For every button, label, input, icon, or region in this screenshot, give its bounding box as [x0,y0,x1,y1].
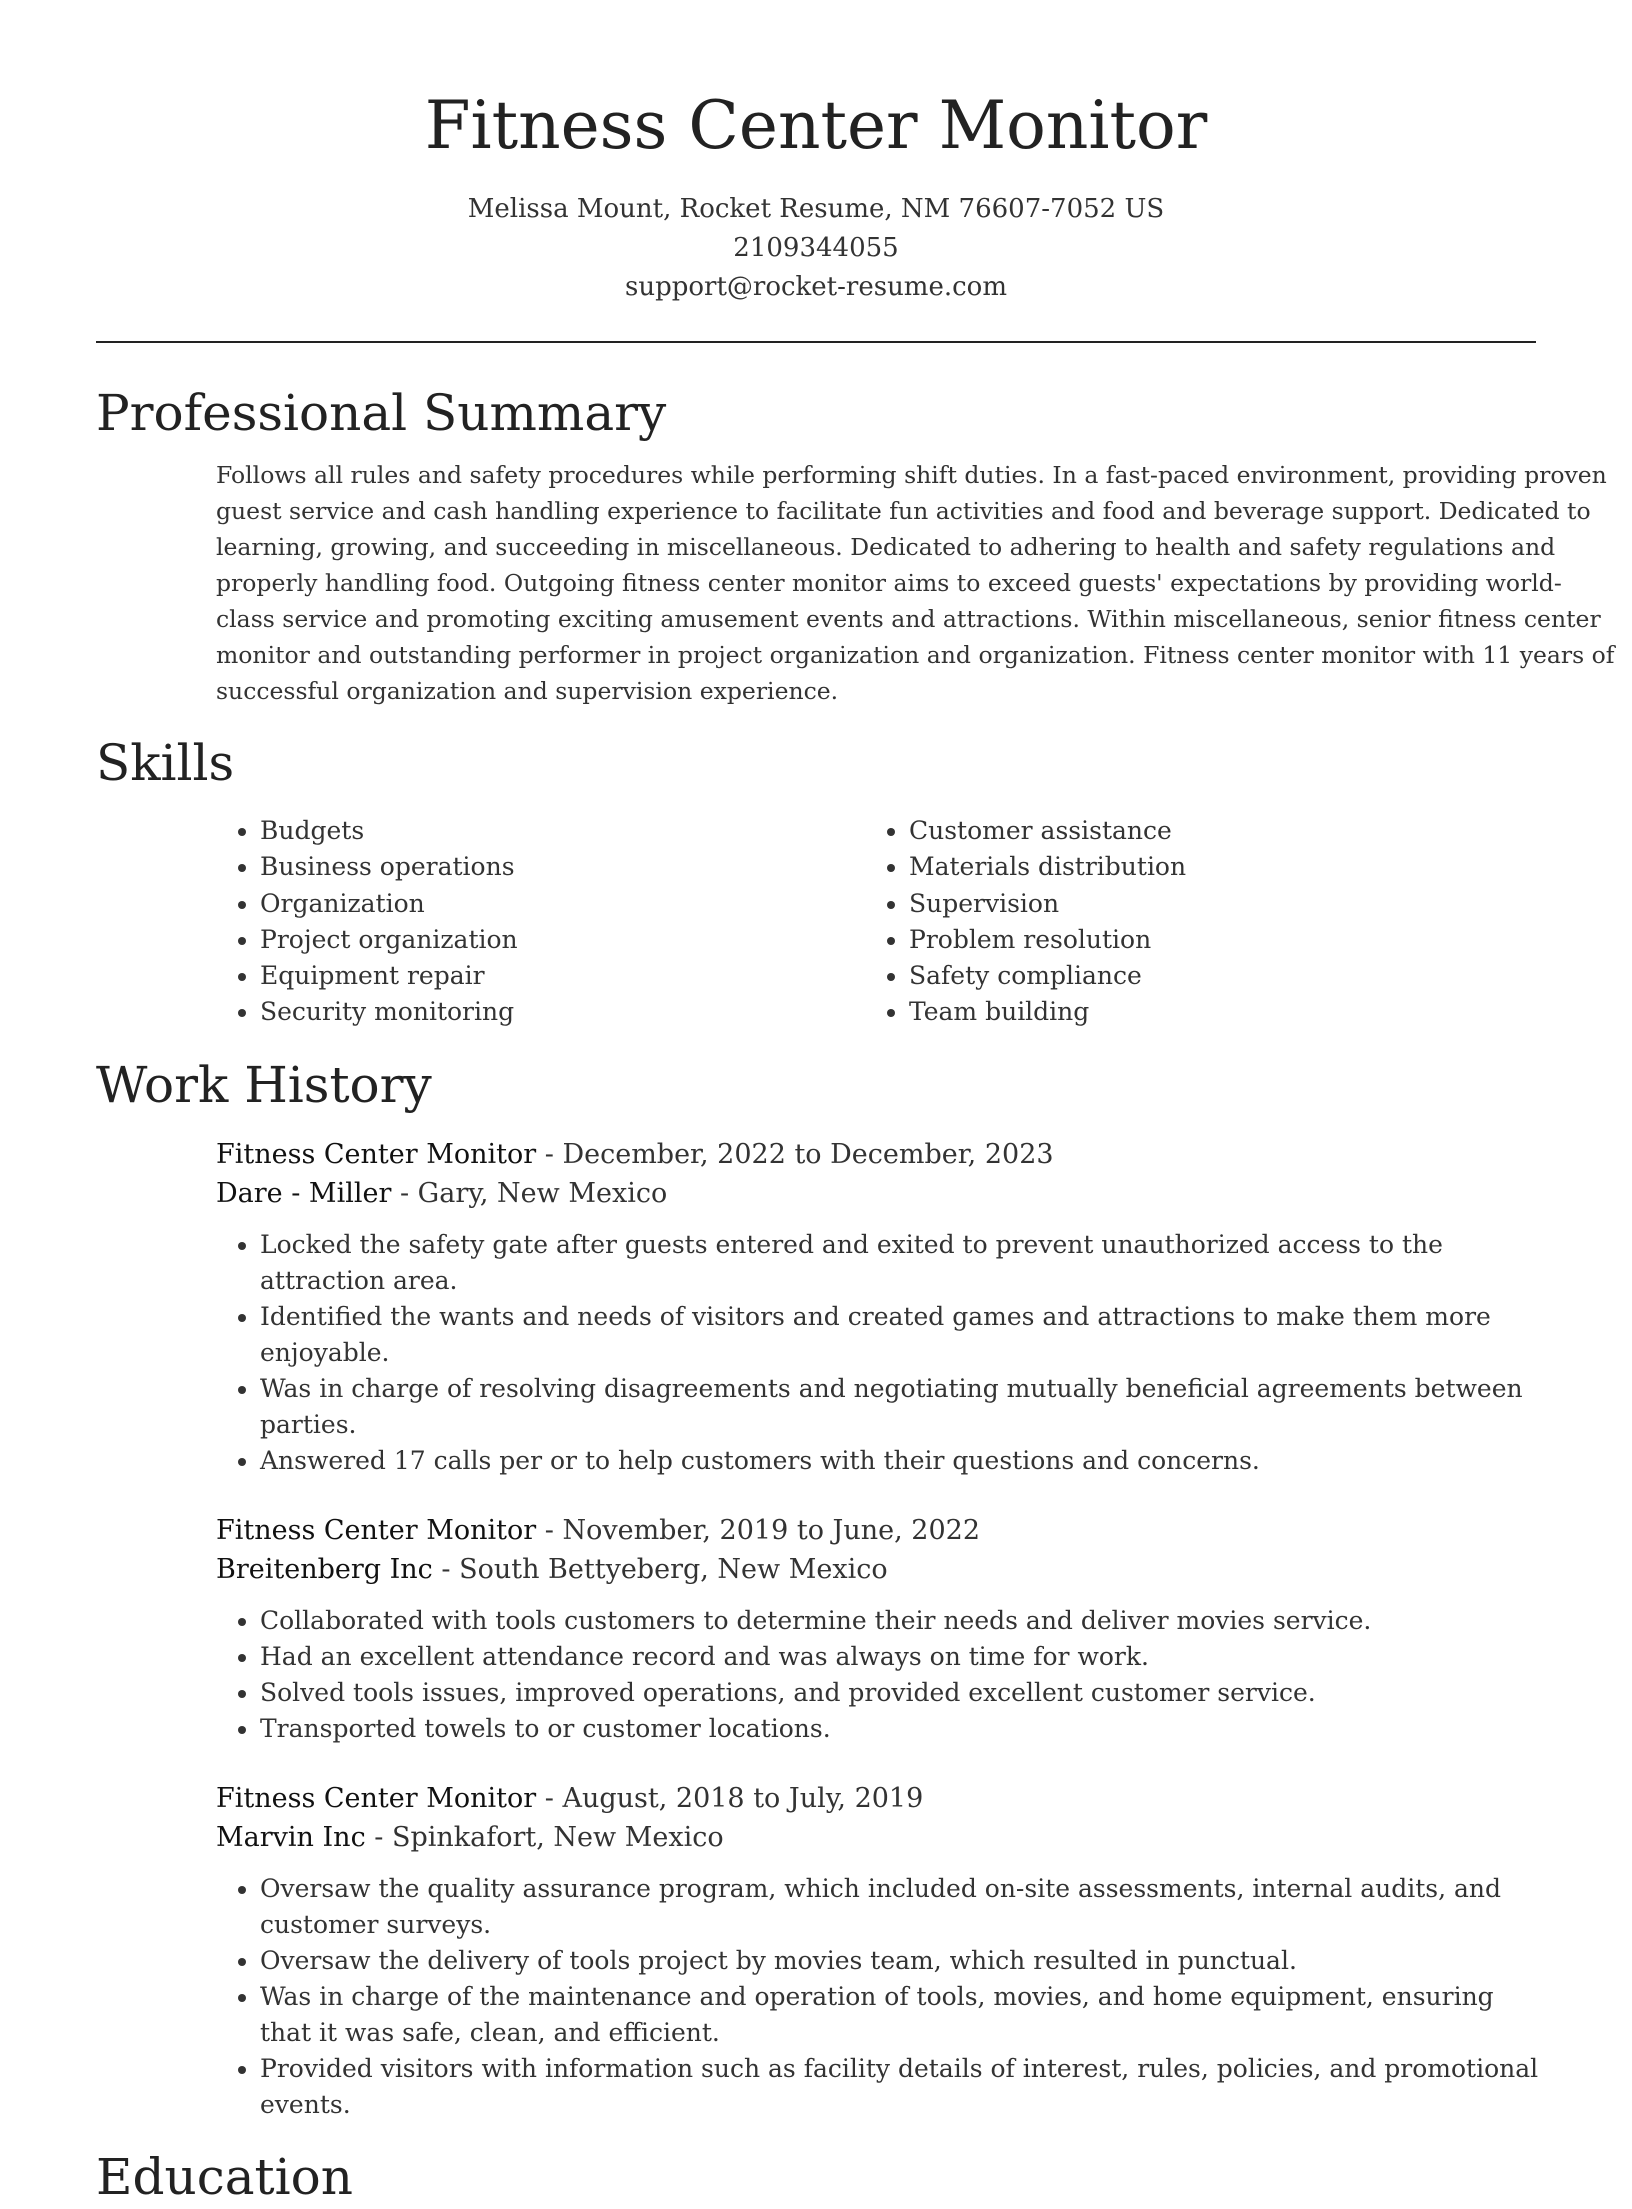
job-dates: August, 2018 to July, 2019 [562,1782,924,1814]
skill-item: • Security monitoring [260,994,865,1030]
job-company-line [216,1174,1536,1213]
job-entry [216,1135,1536,1479]
contact-block [96,190,1536,307]
skill-item: • Materials distribution [909,849,1514,885]
job-bullet: • Identified the wants and needs of visitors and created games and attractions to make them more enjoyable. [260,1299,1550,1371]
skill-item: • Team building [909,994,1514,1030]
education-heading: Education [96,2147,353,2206]
skill-item: • Organization [260,886,865,922]
job-title-line [216,1511,1536,1550]
job-bullet: • Answered 17 calls per or to help customers with their questions and concerns. [260,1443,1550,1479]
skills-heading: Skills [96,734,235,792]
skill-item: • Customer assistance [909,813,1514,849]
job-location: Gary, New Mexico [417,1177,668,1209]
job-title: Fitness Center Monitor [216,1138,537,1170]
contact-phone: 2109344055 [733,233,899,263]
job-title-line [216,1779,1536,1818]
job-dates: November, 2019 to June, 2022 [562,1514,980,1546]
summary-text: Follows all rules and safety procedures while performing shift duties. In a fast-paced environment, providing proven guest service and cash handling experience to facilitate fun activities and food and beverage support. Dedicated to learning, growing, and succeeding in miscellaneous. Dedicated to adhering to health and safety regulations and properly handling food. Outgoing fitness center monitor aims to exceed guests' expectations by providing world-class service and promoting exciting amusement events and attractions. Within miscellaneous, senior fitness center monitor and outstanding performer in project organization and organization. Fitness center monitor with 11 years of successful organization and supervision experience. [216,461,1615,705]
job-bullet: • Solved tools issues, improved operations, and provided excellent customer service. [260,1675,1550,1711]
skill-item: • Safety compliance [909,958,1514,994]
work-history-heading: Work History [96,1055,432,1114]
job-company-line [216,1550,1536,1589]
job-location: Spinkafort, New Mexico [391,1821,724,1853]
skills-list-left [216,813,865,1031]
contact-address: Melissa Mount, Rocket Resume, NM 76607-7052 US [467,194,1165,224]
job-bullet: • Transported towels to or customer locations. [260,1711,1550,1747]
job-title: Fitness Center Monitor [216,1514,537,1546]
job-bullets [216,1227,1550,1479]
job-bullets [216,1871,1550,2123]
header-divider [96,341,1536,343]
separator: - [432,1553,460,1585]
job-bullet: • Provided visitors with information such as facility details of interest, rules, policies, and promotional events. [260,2051,1550,2123]
job-company: Marvin Inc [216,1821,366,1853]
job-dates: December, 2022 to December, 2023 [562,1138,1054,1170]
separator: - [536,1514,563,1546]
skill-item: • Business operations [260,849,865,885]
job-bullet: • Locked the safety gate after guests entered and exited to prevent unauthorized access to the attraction area. [260,1227,1550,1299]
job-bullet: • Oversaw the quality assurance program, which included on-site assessments, internal audits, and customer surveys. [260,1871,1550,1943]
separator: - [365,1821,392,1853]
job-company: Breitenberg Inc [216,1553,433,1585]
job-location: South Bettyeberg, New Mexico [459,1553,888,1585]
contact-email: support@rocket-resume.com [624,272,1007,302]
job-title-line [216,1135,1536,1174]
resume-title: Fitness Center Monitor [424,87,1208,164]
job-company: Dare - Miller [216,1177,392,1209]
skills-columns [216,813,1536,1031]
resume-page [96,0,1615,2209]
job-company-line [216,1818,1536,1857]
separator: - [391,1177,418,1209]
skill-item: • Problem resolution [909,922,1514,958]
job-entry [216,1511,1536,1747]
skills-list-right [865,813,1514,1031]
job-bullet: • Was in charge of resolving disagreements and negotiating mutually beneficial agreements between parties. [260,1371,1550,1443]
job-title: Fitness Center Monitor [216,1782,537,1814]
skill-item: • Equipment repair [260,958,865,994]
separator: - [536,1138,563,1170]
job-entry [216,1779,1539,2123]
separator: - [536,1782,563,1814]
job-bullets [216,1603,1550,1747]
skill-item: • Budgets [260,813,865,849]
job-bullet: • Was in charge of the maintenance and operation of tools, movies, and home equipment, ensuring that it was safe, clean, and efficient. [260,1979,1550,2051]
skill-item: • Supervision [909,886,1514,922]
job-bullet: • Oversaw the delivery of tools project by movies team, which resulted in punctual. [260,1943,1550,1979]
job-bullet: • Had an excellent attendance record and was always on time for work. [260,1639,1550,1675]
summary-heading: Professional Summary [96,384,667,442]
skill-item: • Project organization [260,922,865,958]
job-bullet: • Collaborated with tools customers to determine their needs and deliver movies service. [260,1603,1550,1639]
